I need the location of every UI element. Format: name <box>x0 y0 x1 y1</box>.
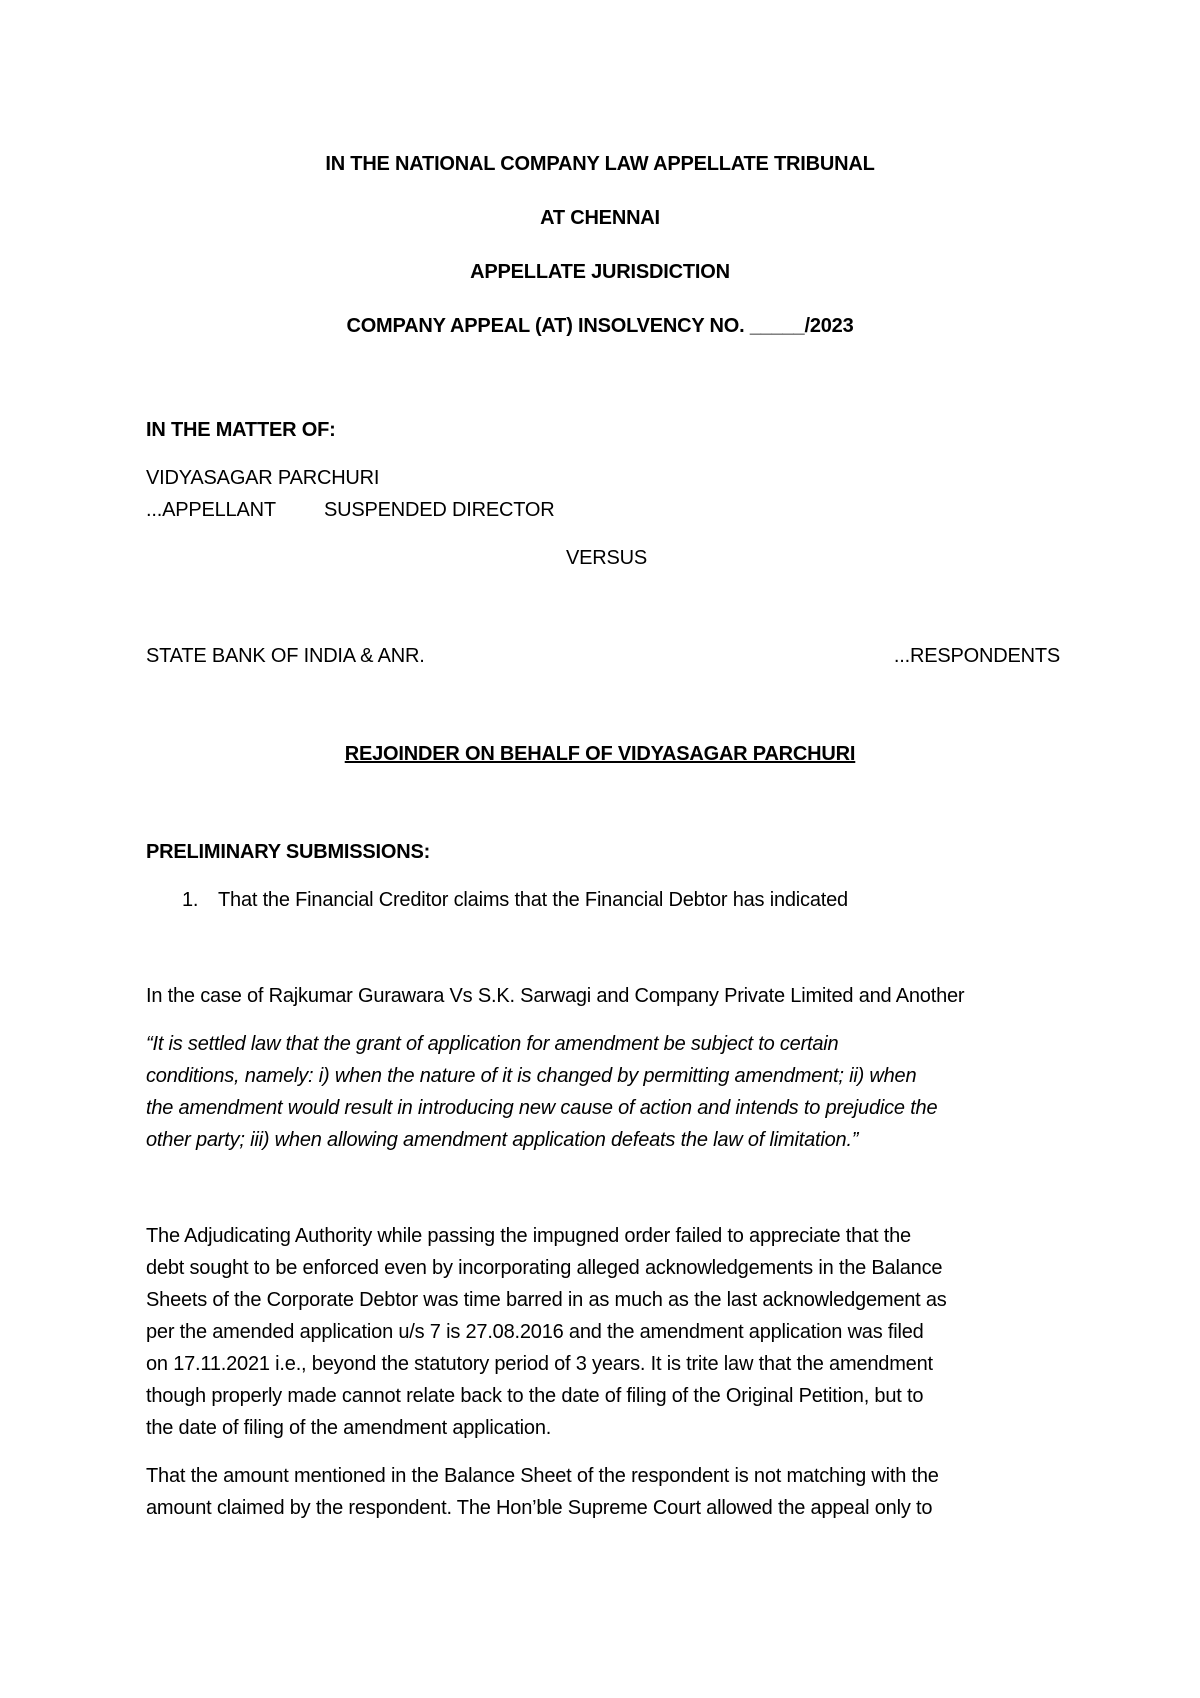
appellant-designation: SUSPENDED DIRECTOR <box>324 499 555 521</box>
list-item-text: That the Financial Creditor claims that the Financial Debtor has indicated <box>218 889 848 911</box>
quote-line: conditions, namely: i) when the nature of it is changed by permitting amendment; ii) when <box>146 1065 917 1087</box>
court-heading: IN THE NATIONAL COMPANY LAW APPELLATE TRIBUNAL <box>325 153 875 175</box>
paragraph-line: That the amount mentioned in the Balance Sheet of the respondent is not matching with the <box>146 1465 939 1487</box>
paragraph-line: Sheets of the Corporate Debtor was time barred in as much as the last acknowledgement as <box>146 1289 947 1311</box>
preliminary-heading: PRELIMINARY SUBMISSIONS: <box>146 841 431 863</box>
appeal-number-heading: COMPANY APPEAL (AT) INSOLVENCY NO. _____/2023 <box>346 315 854 337</box>
jurisdiction-heading: APPELLATE JURISDICTION <box>470 261 730 283</box>
paragraph-line: The Adjudicating Authority while passing the impugned order failed to appreciate that the <box>146 1225 911 1247</box>
appellant-role: ...APPELLANT <box>146 499 276 521</box>
paragraph-line: the date of filing of the amendment application. <box>146 1417 552 1439</box>
quote-line: “It is settled law that the grant of application for amendment be subject to certain <box>146 1033 839 1055</box>
quote-line: other party; iii) when allowing amendment application defeats the law of limitation.” <box>146 1129 859 1151</box>
respondent-name: STATE BANK OF INDIA & ANR. <box>146 645 425 667</box>
paragraph-line: amount claimed by the respondent. The Hon’ble Supreme Court allowed the appeal only to <box>146 1497 933 1519</box>
versus-label: VERSUS <box>566 547 648 569</box>
paragraph-line: per the amended application u/s 7 is 27.08.2016 and the amendment application was filed <box>146 1321 924 1343</box>
quote-line: the amendment would result in introducing new cause of action and intends to prejudice the <box>146 1097 938 1119</box>
case-reference: In the case of Rajkumar Gurawara Vs S.K. Sarwagi and Company Private Limited and Another <box>146 985 965 1007</box>
matter-label: IN THE MATTER OF: <box>146 419 336 441</box>
respondent-role: ...RESPONDENTS <box>893 645 1060 667</box>
paragraph-line: debt sought to be enforced even by incorporating alleged acknowledgements in the Balance <box>146 1257 943 1279</box>
appellant-name: VIDYASAGAR PARCHURI <box>146 467 380 489</box>
paragraph-line: on 17.11.2021 i.e., beyond the statutory period of 3 years. It is trite law that the amendment <box>146 1353 933 1375</box>
location-heading: AT CHENNAI <box>540 207 660 229</box>
list-item-number: 1. <box>182 889 199 911</box>
document-title: REJOINDER ON BEHALF OF VIDYASAGAR PARCHURI <box>344 743 856 765</box>
paragraph-line: though properly made cannot relate back to the date of filing of the Original Petition, but to <box>146 1385 924 1407</box>
